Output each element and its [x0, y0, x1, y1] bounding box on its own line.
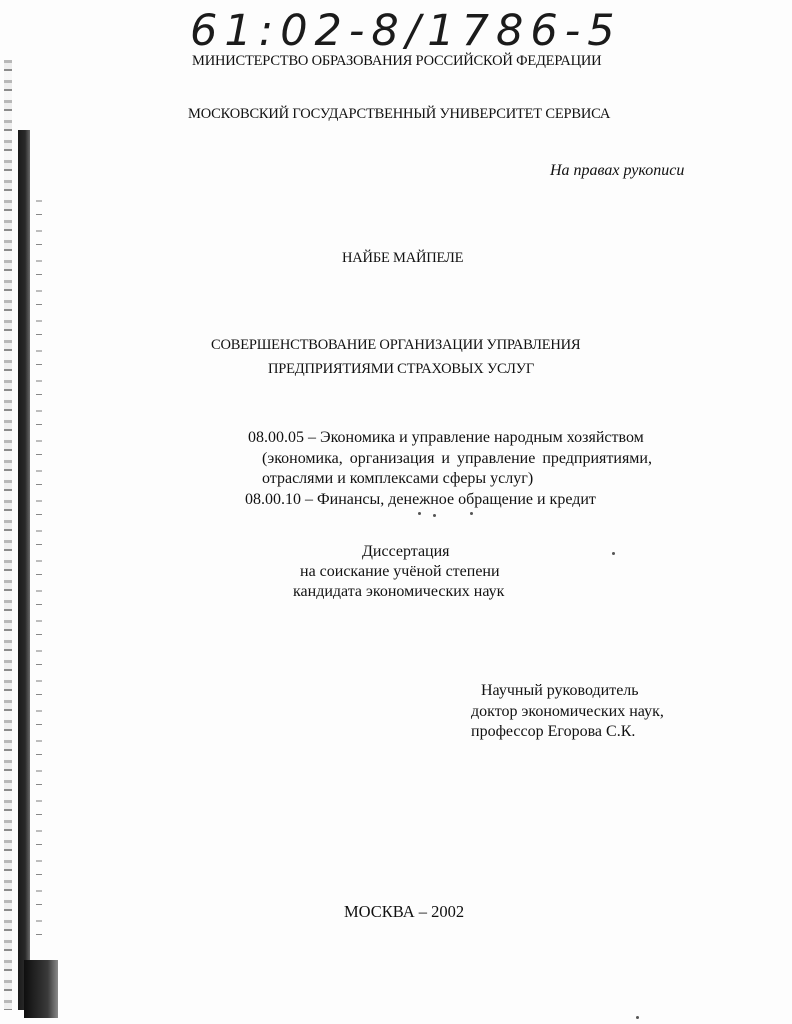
- supervisor-line-3: профессор Егорова С.К.: [471, 723, 636, 740]
- handwritten-registry-number: 61:02-8/1786-5: [190, 6, 622, 56]
- manuscript-rights-note: На правах рукописи: [550, 162, 685, 179]
- scan-edge-streak: [4, 60, 12, 1010]
- specialty-1-detail-line-2: отраслями и комплексами сферы услуг): [262, 470, 534, 487]
- specialty-code-2: 08.00.10 – Финансы, денежное обращение и кредит: [245, 491, 596, 508]
- scan-speck: [636, 1016, 639, 1019]
- supervisor-line-2: доктор экономических наук,: [471, 703, 664, 720]
- dissertation-title-line-2: ПРЕДПРИЯТИЯМИ СТРАХОВЫХ УСЛУГ: [268, 361, 535, 377]
- degree-line-2: на соискание учёной степени: [300, 563, 500, 580]
- scan-edge-dark-band: [18, 130, 30, 1010]
- university-heading: МОСКОВСКИЙ ГОСУДАРСТВЕННЫЙ УНИВЕРСИТЕТ СЕРВИСА: [188, 106, 611, 122]
- dissertation-title-line-1: СОВЕРШЕНСТВОВАНИЕ ОРГАНИЗАЦИИ УПРАВЛЕНИЯ: [211, 337, 581, 353]
- author-name: НАЙБЕ МАЙПЕЛЕ: [342, 250, 464, 266]
- scan-speck: [470, 512, 473, 515]
- specialty-1-detail-line-1: (экономика, организация и управление предприятиями,: [262, 450, 652, 467]
- specialty-code-1: 08.00.05 – Экономика и управление народным хозяйством: [248, 429, 644, 446]
- degree-line-3: кандидата экономических наук: [293, 583, 505, 600]
- scan-speck: [433, 514, 436, 517]
- scan-edge-bottom-blot: [24, 960, 58, 1018]
- city-year: МОСКВА – 2002: [344, 902, 465, 921]
- scan-speck: [612, 552, 615, 555]
- ministry-heading: МИНИСТЕРСТВО ОБРАЗОВАНИЯ РОССИЙСКОЙ ФЕДЕРАЦИИ: [192, 53, 602, 69]
- scan-edge-noise: [0, 0, 70, 1024]
- degree-line-1: Диссертация: [362, 543, 450, 560]
- scan-speck: [418, 512, 421, 515]
- supervisor-line-1: Научный руководитель: [481, 682, 639, 699]
- scan-edge-streak-light: [36, 200, 42, 940]
